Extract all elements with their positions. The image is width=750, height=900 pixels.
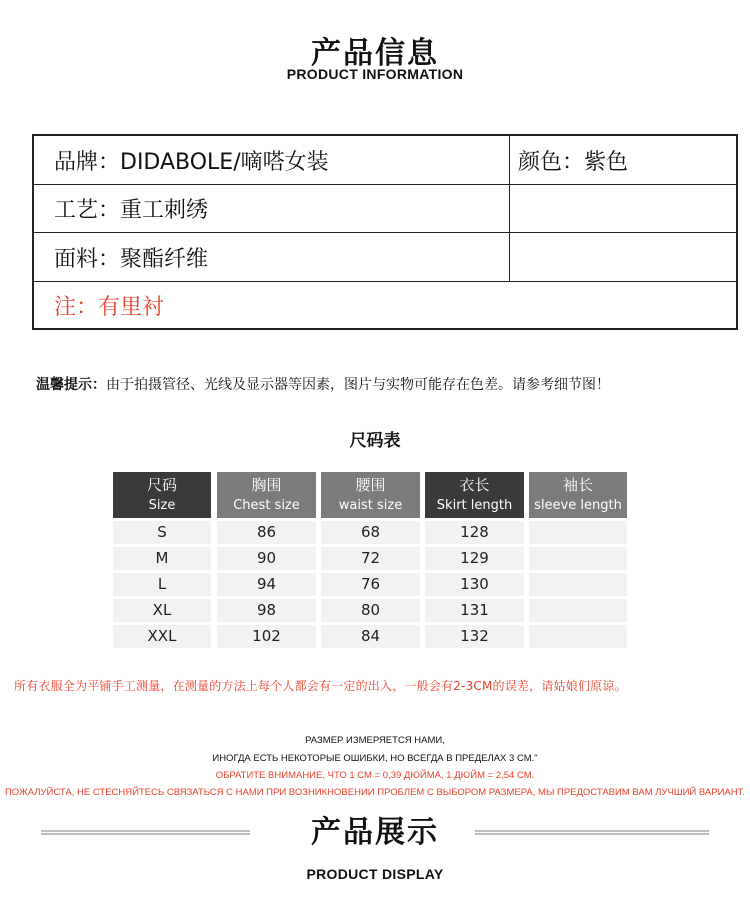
size-header-en: Chest size [233,498,300,513]
size-cell [529,573,627,596]
info-row-note [34,282,736,328]
russian-note-1: РАЗМЕР ИЗМЕРЯЕТСЯ НАМИ, [305,735,445,746]
size-cell: 131 [425,599,524,622]
tip-label: 温馨提示： [36,377,106,393]
size-cell [529,547,627,570]
size-cell: S [113,521,211,544]
lining-note: 注：有里衬 [54,294,165,320]
size-cell: 72 [321,547,420,570]
product-info-table [32,134,738,330]
size-cell: 129 [425,547,524,570]
product-display-title: 产品展示 [311,815,439,850]
size-header-en: Skirt length [436,498,513,513]
color-label: 颜色：紫色 [518,149,629,175]
size-cell: 84 [321,625,420,648]
size-cell: 86 [217,521,316,544]
size-header-cn: 尺码 [146,476,177,494]
size-cell: 128 [425,521,524,544]
size-cell: 132 [425,625,524,648]
measure-note: 所有衣服全为平铺手工测量，在测量的方法上每个人都会有一定的出入，一般会有2-3CM的误差，请姑娘们原谅。 [14,679,627,693]
size-cell [529,599,627,622]
info-row-brand [34,136,736,185]
size-cell: XXL [113,625,211,648]
russian-note-3: ОБРАТИТЕ ВНИМАНИЕ, ЧТО 1 СМ = 0,39 ДЮЙМА, 1 ДЮЙМ = 2,54 СМ. [215,770,535,781]
size-cell: M [113,547,211,570]
size-cell: 102 [217,625,316,648]
size-cell: L [113,573,211,596]
product-display-subtitle: PRODUCT DISPLAY [306,866,444,882]
size-header-4 [529,472,627,518]
size-chart-title: 尺码表 [349,431,401,451]
size-cell: XL [113,599,211,622]
craft-right-cell [510,185,736,232]
size-cell [529,521,627,544]
size-header-en: sleeve length [534,498,622,513]
fabric-label: 面料：聚酯纤维 [34,233,510,281]
size-header-en: Size [148,498,176,513]
brand-label: 品牌：DIDABOLE/嘀嗒女装 [34,136,510,184]
size-cell: 76 [321,573,420,596]
size-header-2 [321,472,420,518]
info-row-fabric [34,233,736,282]
size-cell: 130 [425,573,524,596]
size-header-cn: 腰围 [355,476,386,494]
product-info-title: 产品信息 [311,36,439,71]
size-header-en: waist size [338,498,403,513]
fabric-right-cell [510,233,736,281]
size-cell: 94 [217,573,316,596]
size-header-cn: 袖长 [562,476,593,494]
color-tip [36,374,610,394]
size-header-1 [217,472,316,518]
tip-text: 由于拍摄管径、光线及显示器等因素，图片与实物可能存在色差。请参考细节图！ [106,377,610,393]
size-header-0 [113,472,211,518]
size-cell [529,625,627,648]
info-row-craft [34,185,736,233]
product-info-subtitle: PRODUCT INFORMATION [286,66,464,82]
size-header-cn: 胸围 [251,476,282,494]
russian-note-4: ПОЖАЛУЙСТА, НЕ СТЕСНЯЙТЕСЬ СВЯЗАТЬСЯ С НАМИ ПРИ ВОЗНИКНОВЕНИИ ПРОБЛЕМ С ВЫБОРОМ РАЗМЕРА, МЫ ПРЕДОСТАВИМ ВАМ ЛУЧШИЙ ВАРИАНТ. [4,787,746,798]
size-cell: 90 [217,547,316,570]
size-cell: 98 [217,599,316,622]
craft-label: 工艺：重工刺绣 [34,185,510,232]
size-cell: 68 [321,521,420,544]
size-cell: 80 [321,599,420,622]
russian-note-2: ИНОГДА ЕСТЬ НЕКОТОРЫЕ ОШИБКИ, НО ВСЕГДА В ПРЕДЕЛАХ 3 СМ." [212,753,538,764]
size-header-3 [425,472,524,518]
size-header-cn: 衣长 [459,476,490,494]
